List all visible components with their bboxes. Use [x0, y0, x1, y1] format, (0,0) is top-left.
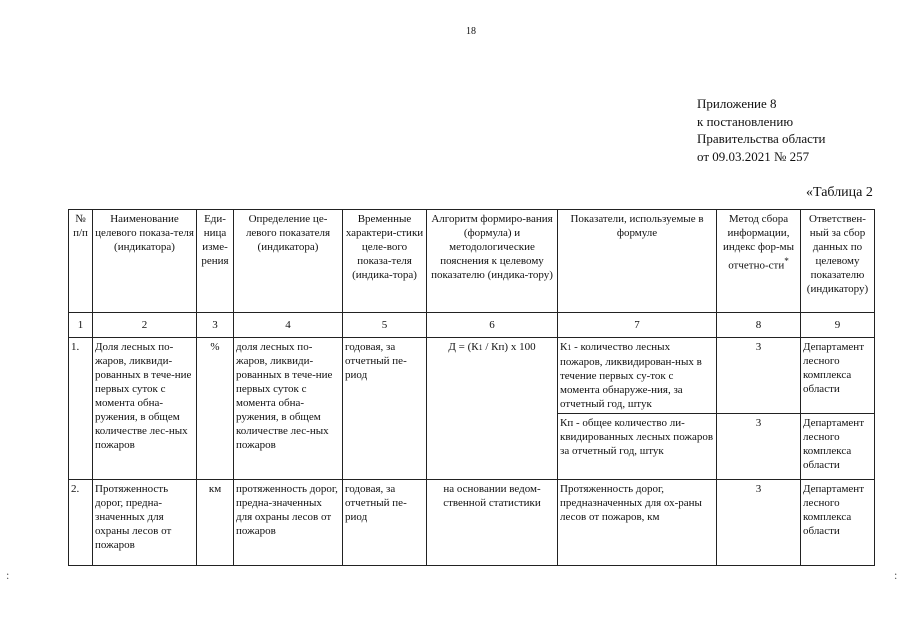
row-2-unit: км	[197, 480, 234, 566]
row-1-formula: Д = (К1 / Кп) х 100	[427, 338, 558, 480]
col-number: 4	[234, 313, 343, 338]
row-2-formula: на основании ведом-ственной статистики	[427, 480, 558, 566]
row-2-definition: протяженность дорог, предна-значенных для охраны лесов от пожаров	[234, 480, 343, 566]
row-1-name: Доля лесных по-жаров, ликвиди-рованных в тече-ние первых суток с момента обна-ружения, в общем количестве лес-ных пожаров	[93, 338, 197, 480]
header-cell-unit: Еди-ница изме-рения	[197, 210, 234, 313]
col-number: 8	[717, 313, 801, 338]
header-cell-timing: Временные характери-стики целе-вого показа-теля (индика-тора)	[343, 210, 427, 313]
row-1-indicator-2: Кп - общее количество ли-квидированных лесных пожаров за отчетный год, штук	[558, 414, 717, 480]
appendix-line-2: к постановлению	[697, 113, 794, 129]
column-numbers-row	[69, 313, 875, 338]
header-cell-num: № п/п	[69, 210, 93, 313]
col-number: 5	[343, 313, 427, 338]
appendix-line-4: от 09.03.2021 № 257	[697, 148, 810, 164]
header-method-text: Метод сбора информации, индекс фор-мы отчетно-сти	[722, 213, 795, 272]
table-caption: «Таблица 2	[806, 185, 873, 200]
row-2-indicator: Протяженность дорог, предназначенных для ох-раны лесов от пожаров, км	[558, 480, 717, 566]
appendix-line-3: Правительства области	[697, 131, 826, 146]
col-number: 7	[558, 313, 717, 338]
row-1-indicator-1: К1 - количество лесных пожаров, ликвидирован-ных в течение первых су-ток с момента обнаруже-ния, за отчетный год, штук	[558, 338, 717, 414]
table-header-row	[69, 210, 875, 313]
row-2-name: Протяженность дорог, предна-значенных для охраны лесов от пожаров	[93, 480, 197, 566]
header-cell-formula: Алгоритм формиро-вания (формула) и методологические пояснения к целевому показателю (индика-тору)	[427, 210, 558, 313]
row-2-responsible: Департамент лесного комплекса области	[801, 480, 875, 566]
indicators-table	[68, 209, 875, 566]
table-row	[69, 480, 875, 566]
col-number: 6	[427, 313, 558, 338]
header-cell-definition: Определение це-левого показателя (индикатора)	[234, 210, 343, 313]
row-1-timing: годовая, за отчетный пе-риод	[343, 338, 427, 480]
row-1-responsible-1: Департамент лесного комплекса области	[801, 338, 875, 414]
row-1-unit: %	[197, 338, 234, 480]
row-1-responsible-2: Департамент лесного комплекса области	[801, 414, 875, 480]
header-cell-indicators: Показатели, используемые в формуле	[558, 210, 717, 313]
right-edge-mark: :	[894, 568, 898, 582]
header-cell-responsible: Ответствен-ный за сбор данных по целевому показателю (индикатору)	[801, 210, 875, 313]
row-2-number: 2.	[69, 480, 93, 566]
page-number: 18	[466, 26, 476, 37]
col-number: 2	[93, 313, 197, 338]
col-number: 9	[801, 313, 875, 338]
row-1-method-1: 3	[717, 338, 801, 414]
footnote-mark: *	[784, 256, 789, 266]
col-number: 3	[197, 313, 234, 338]
left-edge-mark: :	[6, 568, 10, 582]
header-cell-name: Наименование целевого показа-теля (индикатора)	[93, 210, 197, 313]
table-row	[69, 338, 875, 414]
row-1-definition: доля лесных по-жаров, ликвиди-рованных в тече-ние первых суток с момента обна-ружения, в общем количестве лес-ных пожаров	[234, 338, 343, 480]
col-number: 1	[69, 313, 93, 338]
appendix-line-1: Приложение 8	[697, 96, 777, 111]
row-2-timing: годовая, за отчетный пе-риод	[343, 480, 427, 566]
appendix-block	[697, 95, 826, 165]
row-2-method: 3	[717, 480, 801, 566]
header-cell-method	[717, 210, 801, 313]
row-1-method-2: 3	[717, 414, 801, 480]
row-1-number: 1.	[69, 338, 93, 480]
